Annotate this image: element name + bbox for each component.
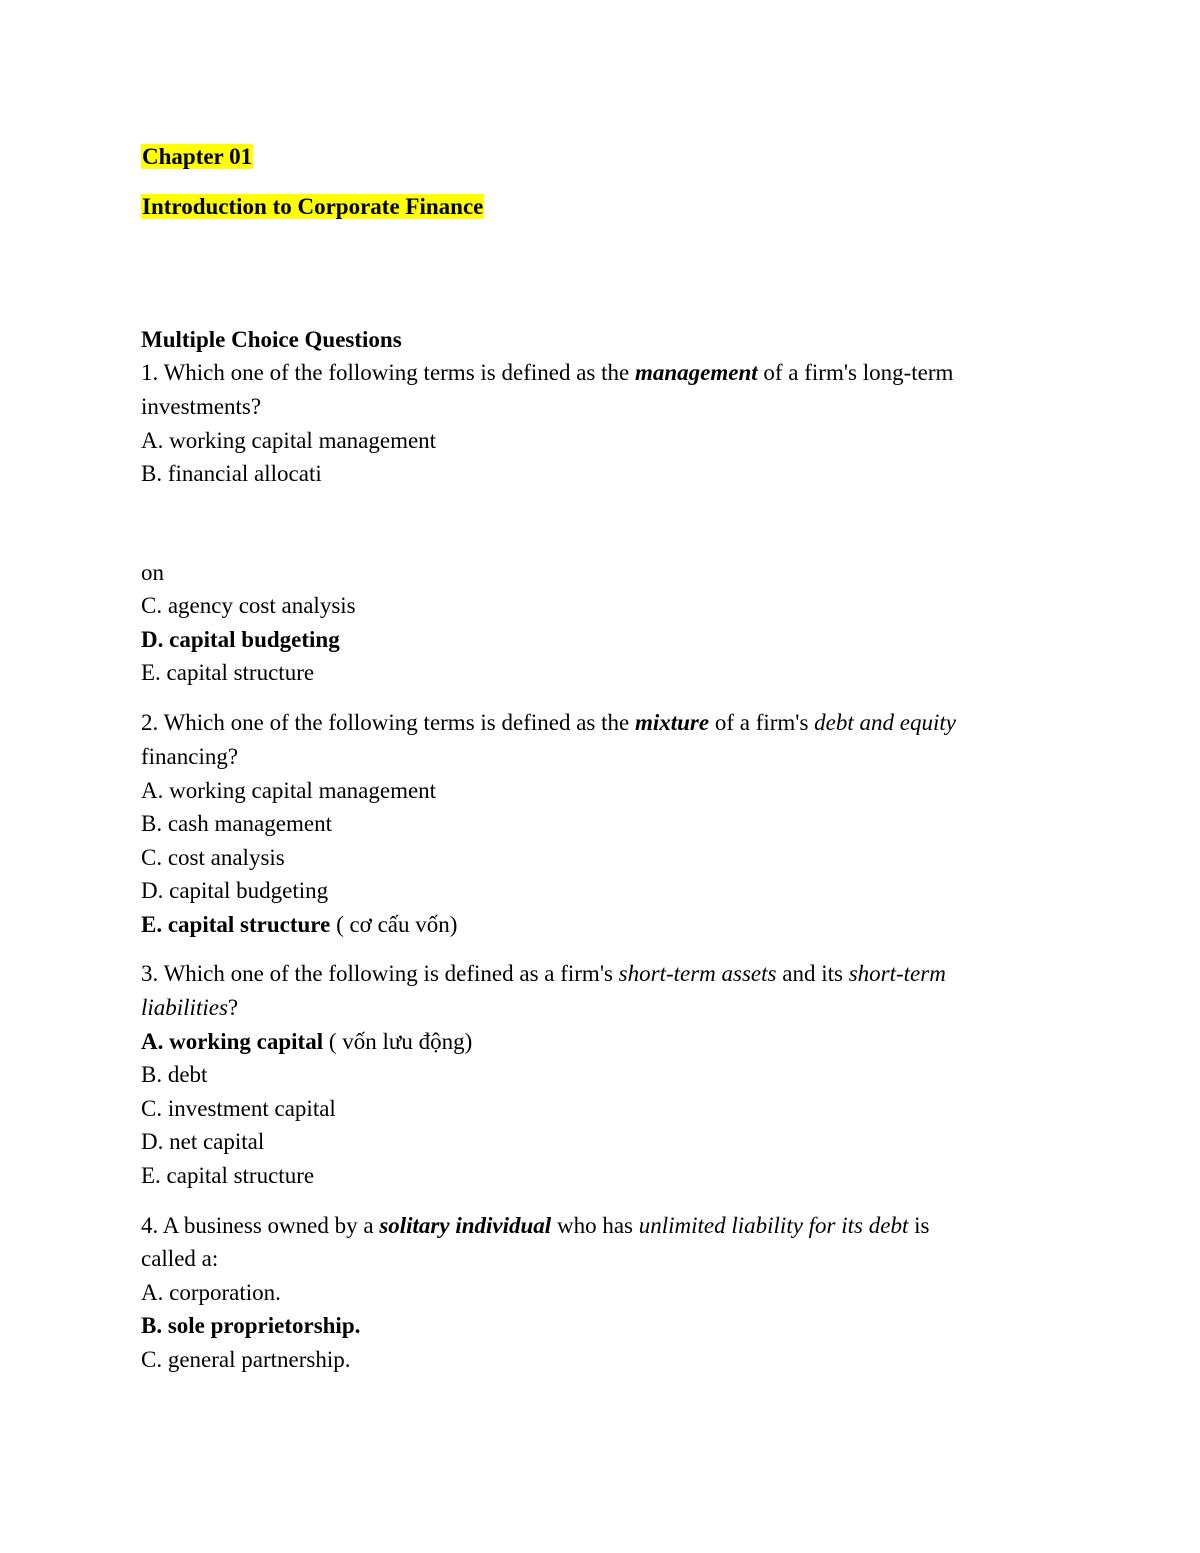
question-3-stem: 3. Which one of the following is defined as a firm's short-term assets and its short-term (141, 961, 946, 986)
italic-text: debt and equity (814, 710, 956, 735)
option-d: D. capital budgeting (141, 878, 329, 903)
emphasis-text: solitary individual (379, 1213, 552, 1238)
chapter-highlight: Chapter 01 (142, 144, 253, 169)
translation-note: ( cơ cấu vốn) (330, 912, 458, 937)
chapter-label (141, 143, 253, 171)
italic-text: short-term assets (618, 961, 777, 986)
option-b-correct: B. sole proprietorship. (141, 1313, 361, 1338)
option-d-correct: D. capital budgeting (141, 627, 340, 652)
option-b: B. debt (141, 1062, 208, 1087)
section-heading: Multiple Choice Questions (141, 327, 402, 352)
title-highlight: Introduction to Corporate Finance (142, 194, 484, 219)
option-c: C. agency cost analysis (141, 593, 356, 618)
option-a: A. corporation. (141, 1280, 281, 1305)
question-number: 1. (141, 360, 159, 385)
question-4-stem: 4. A business owned by a solitary individual who has unlimited liability for its debt is (141, 1213, 930, 1238)
option-b-cont: on (141, 560, 164, 585)
italic-text: unlimited liability for its debt (638, 1213, 909, 1238)
question-number: 2. (141, 710, 159, 735)
option-d: D. net capital (141, 1129, 265, 1154)
option-a: A. working capital management (141, 778, 437, 803)
question-1-stem-cont: investments? (141, 394, 262, 419)
option-c: C. cost analysis (141, 845, 285, 870)
option-c: C. investment capital (141, 1096, 336, 1121)
question-number: 4. (141, 1213, 159, 1238)
option-a: A. working capital management (141, 428, 437, 453)
option-a-correct: A. working capital ( vốn lưu động) (141, 1029, 473, 1054)
option-c: C. general partnership. (141, 1347, 351, 1372)
question-4-stem-cont: called a: (141, 1246, 219, 1271)
question-3-stem-cont: liabilities? (141, 995, 239, 1020)
option-b: B. cash management (141, 811, 332, 836)
question-2-stem-cont: financing? (141, 744, 239, 769)
translation-note: ( vốn lưu động) (323, 1029, 473, 1054)
question-2-stem: 2. Which one of the following terms is defined as the mixture of a firm's debt and equity (141, 710, 956, 735)
chapter-title (141, 193, 484, 221)
emphasis-text: management (634, 360, 758, 385)
option-e: E. capital structure (141, 1163, 315, 1188)
italic-text: short-term (848, 961, 946, 986)
question-1-stem: 1. Which one of the following terms is defined as the management of a firm's long-term (141, 360, 954, 385)
emphasis-text: mixture (634, 710, 710, 735)
question-number: 3. (141, 961, 159, 986)
option-b: B. financial allocati (141, 461, 322, 486)
option-e-correct: E. capital structure ( cơ cấu vốn) (141, 912, 458, 937)
option-e: E. capital structure (141, 660, 315, 685)
